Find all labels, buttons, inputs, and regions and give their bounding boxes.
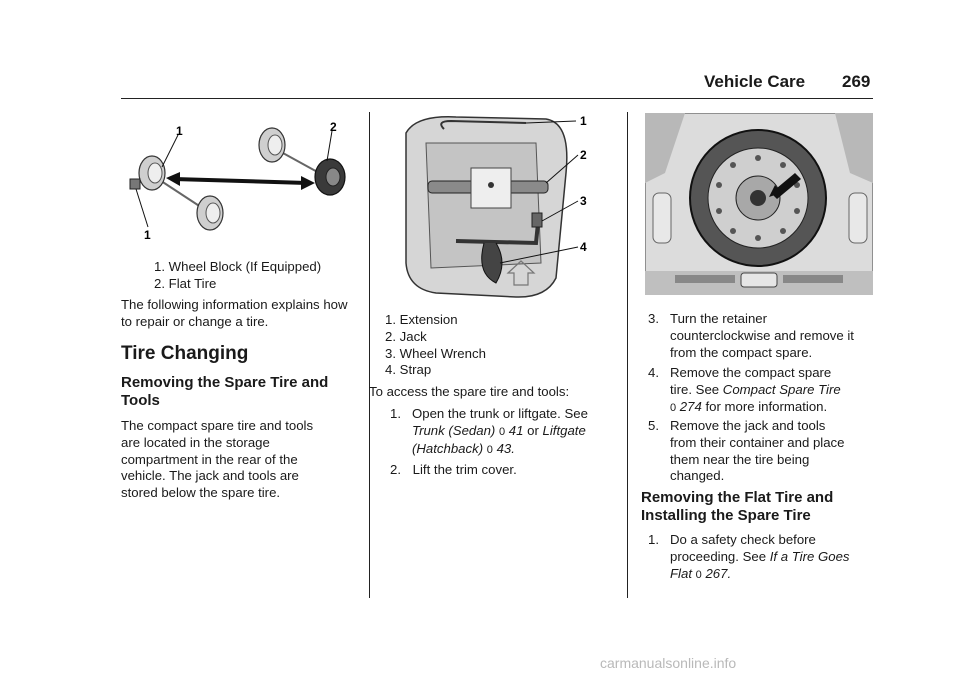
callout-2: 2 xyxy=(330,120,337,134)
running-header-title: Vehicle Care xyxy=(704,72,806,91)
heading-line-1: Removing the Flat Tire and xyxy=(641,489,834,506)
body-line: compartment in the rear of the xyxy=(121,451,298,467)
step-text: Lift the trim cover. xyxy=(412,462,517,477)
page-ref-icon: 0 xyxy=(670,401,677,414)
step-number: 4. xyxy=(648,365,659,380)
callout-1-top: 1 xyxy=(176,124,183,138)
page-ref-icon: 0 xyxy=(695,568,702,581)
step-text: Turn the retainer xyxy=(670,311,767,326)
text-or: or xyxy=(527,422,539,438)
step-number: 1. xyxy=(648,532,659,547)
step-text-xrefs-2 xyxy=(412,441,620,459)
column-divider-2 xyxy=(627,112,628,598)
xref-page-267[interactable]: 267. xyxy=(705,565,732,581)
heading-tire-changing: Tire Changing xyxy=(121,343,249,364)
callout-extension: 1 xyxy=(580,114,587,128)
figure-wheel-block xyxy=(122,115,357,245)
figure-spare-tire-photo xyxy=(645,113,873,295)
step-text: from the compact spare. xyxy=(670,344,813,360)
access-intro: To access the spare tire and tools: xyxy=(369,384,570,399)
body-line: stored below the spare tire. xyxy=(121,485,281,501)
column-divider-1 xyxy=(369,112,370,598)
heading-line-2: Tools xyxy=(121,392,160,409)
step-text-xref xyxy=(670,549,873,566)
heading-removing-spare xyxy=(121,374,328,410)
callout-strap: 4 xyxy=(580,240,587,254)
caption-wheel-block: 1. Wheel Block (If Equipped) xyxy=(154,259,322,274)
step-number: 5. xyxy=(648,418,659,433)
caption-strap: 4. Strap xyxy=(385,362,432,378)
step-text: from their container and place xyxy=(670,434,845,450)
text-see: tire. See xyxy=(670,381,720,397)
step-text: changed. xyxy=(670,468,725,484)
step-number: 1. xyxy=(390,406,401,421)
page-number: 269 xyxy=(842,72,871,91)
caption-jack: 2. Jack xyxy=(385,328,427,344)
step-text: Remove the jack and tools xyxy=(670,418,826,433)
caption-wheel-wrench: 3. Wheel Wrench xyxy=(385,345,486,361)
step-remove-spare xyxy=(648,365,873,416)
heading-line-1: Removing the Spare Tire and xyxy=(121,374,329,391)
header-rule xyxy=(121,98,873,99)
step-text-xref xyxy=(670,382,873,399)
watermark: carmanualsonline.info xyxy=(600,655,737,671)
step-text: Remove the compact spare xyxy=(670,365,832,380)
fig2-caption-list xyxy=(385,312,486,379)
callout-1-bottom: 1 xyxy=(144,228,151,242)
step-text: counterclockwise and remove it xyxy=(670,327,854,343)
page-ref-icon: 0 xyxy=(498,425,506,438)
caption-flat-tire: 2. Flat Tire xyxy=(154,275,217,291)
step-open-trunk xyxy=(390,406,620,458)
step-lift-trim xyxy=(390,462,517,479)
xref-page-43[interactable]: 43. xyxy=(496,440,515,456)
step-text-xrefs xyxy=(412,423,620,441)
xref-if-a-tire-goes[interactable]: If a Tire Goes xyxy=(769,548,850,564)
heading-removing-flat xyxy=(641,489,833,525)
fig1-caption-list xyxy=(154,259,321,293)
body-line: vehicle. The jack and tools are xyxy=(121,468,299,484)
xref-page-274[interactable]: 274 xyxy=(679,398,702,414)
step-number: 2. xyxy=(390,462,401,477)
step-text: Do a safety check before xyxy=(670,532,816,547)
step-text: them near the tire being xyxy=(670,451,810,467)
figure-jack-tools xyxy=(396,113,596,303)
step-turn-retainer xyxy=(648,311,873,361)
caption-extension: 1. Extension xyxy=(385,312,458,327)
page-ref-icon: 0 xyxy=(486,443,493,456)
xref-trunk-sedan[interactable]: Trunk (Sedan) xyxy=(412,422,496,438)
intro-paragraph: The following information explains how to repair or change a tire. xyxy=(121,297,348,329)
xref-compact-spare-tire[interactable]: Compact Spare Tire xyxy=(722,381,841,397)
callout-wrench: 3 xyxy=(580,194,587,208)
heading-line-2: Installing the Spare Tire xyxy=(641,507,811,524)
step-text: Open the trunk or liftgate. See xyxy=(412,406,588,421)
body-line: The compact spare tire and tools xyxy=(121,418,314,433)
body-line: are located in the storage xyxy=(121,434,270,450)
xref-liftgate[interactable]: Liftgate xyxy=(542,422,586,438)
step-remove-jack xyxy=(648,418,873,485)
xref-page-41[interactable]: 41 xyxy=(508,422,524,438)
step-text: for more information. xyxy=(705,398,828,414)
spare-location-paragraph xyxy=(121,418,313,502)
callout-jack: 2 xyxy=(580,148,587,162)
step-text-xref-2 xyxy=(670,566,873,584)
text-see: proceeding. See xyxy=(670,548,767,564)
xref-flat[interactable]: Flat xyxy=(670,565,692,581)
xref-hatchback[interactable]: (Hatchback) xyxy=(412,440,484,456)
step-text-xref-2 xyxy=(670,399,873,417)
step-number: 3. xyxy=(648,311,659,326)
step-safety-check xyxy=(648,532,873,583)
